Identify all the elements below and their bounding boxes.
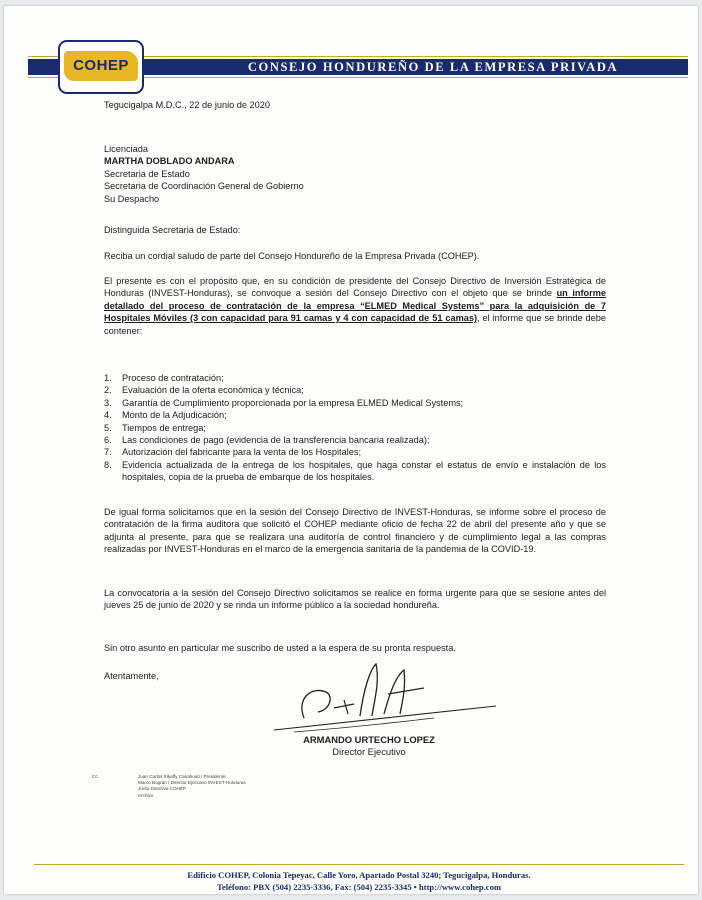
paragraph-1: Reciba un cordial saludo de parte del Consejo Hondureño de la Empresa Privada (COHEP). xyxy=(104,251,480,261)
logo-text: COHEP xyxy=(73,57,129,74)
list-item xyxy=(104,459,606,484)
item-text: Evidencia actualizada de la entrega de los hospitales, que haga constar el estatus de envío e instalación de los hospitales, copia de la prueba de embarque de los hospitales. xyxy=(122,459,606,483)
cc-line: Junta Directiva COHEP xyxy=(138,786,186,792)
item-number: 8. xyxy=(104,459,112,470)
item-text: Monto de la Adjudicación; xyxy=(122,410,227,421)
list-item xyxy=(104,384,606,396)
item-text: Garantía de Cumplimiento proporcionada por la empresa ELMED Medical Systems; xyxy=(122,397,464,408)
list-item xyxy=(104,446,606,458)
recipient-line-3: Su Despacho xyxy=(104,193,160,204)
cc-line: Archivo xyxy=(138,792,154,798)
item-text: Tiempos de entrega; xyxy=(122,422,206,433)
item-number: 6. xyxy=(104,435,112,446)
item-text: Las condiciones de pago (evidencia de la transferencia bancaria realizada); xyxy=(122,435,430,446)
item-number: 5. xyxy=(104,422,112,433)
date-line: Tegucigalpa M.D.C., 22 de junio de 2020 xyxy=(104,100,270,110)
paragraph-2-intro: El presente es con el propósito que, en su condición de presidente del Consejo Directivo de Inversión Estratégica de Honduras (INVEST-Honduras), se convoque a sesión del Consejo Directivo con el objeto que se brinde xyxy=(104,276,606,299)
item-number: 2. xyxy=(104,385,112,396)
footer-rule xyxy=(34,864,684,865)
paragraph-4-block xyxy=(104,587,606,612)
signer-role: Director Ejecutivo xyxy=(332,746,406,757)
closing: Atentamente, xyxy=(104,671,159,681)
item-number: 1. xyxy=(104,373,112,383)
cc-line: Juan Carlos Sikaffy Canahuati / Presidente xyxy=(138,774,226,779)
paragraph-5: Sin otro asunto en particular me suscribo de usted a la espera de su pronta respuesta. xyxy=(104,643,456,653)
item-number: 4. xyxy=(104,410,112,421)
letter-page xyxy=(4,6,698,894)
salutation: Distinguida Secretaria de Estado: xyxy=(104,225,241,235)
paragraph-5-block xyxy=(104,642,606,654)
paragraph-2-emphasis: un informe detallado del proceso de contratación de la empresa “ELMED Medical Systems” para la adquisición de 7 Hospitales Móviles (3 con capacidad para 91 camas y 4 con capacidad de 51 camas) xyxy=(104,288,607,324)
paragraph-3: De igual forma solicitamos que en la sesión del Consejo Directivo de INVEST-Honduras, se informe sobre el proceso de contratación de la firma auditora que solicitó el COHEP mediante oficio de fecha 22 de abril del presente año y que se adjunta al presente, para que se realizara una auditoría de control financiero y de cumplimiento legal a las compras realizadas por INVEST-Honduras en el marco de la emergencia sanitaria de la pandemia de la COVID-19. xyxy=(104,507,606,555)
cohep-logo xyxy=(58,40,144,94)
item-text: Proceso de contratación; xyxy=(122,373,224,383)
signature-scribble xyxy=(234,658,504,743)
list-item xyxy=(104,372,606,384)
recipient-block xyxy=(104,143,606,205)
paragraph-2-end: , el informe que se brinde debe contener: xyxy=(104,313,606,336)
recipient-name: MARTHA DOBLADO ANDARA xyxy=(104,156,235,167)
letter-date xyxy=(104,99,606,111)
recipient-title: Licenciada xyxy=(104,144,148,154)
request-list xyxy=(104,372,606,484)
paragraph-3-block xyxy=(104,506,606,556)
item-number: 3. xyxy=(104,397,112,408)
org-name: CONSEJO HONDUREÑO DE LA EMPRESA PRIVADA xyxy=(247,60,619,74)
item-text: Evaluación de la oferta económica y técnica; xyxy=(122,385,304,396)
footer-contact: Teléfono: PBX (504) 2235-3336, Fax: (504) 2235-3345 • http://www.cohep.com xyxy=(216,882,502,892)
list-item xyxy=(104,434,606,446)
list-item xyxy=(104,397,606,409)
cc-lines xyxy=(138,774,246,799)
salutation-block xyxy=(104,224,606,236)
list-item xyxy=(104,422,606,434)
signer-name: ARMANDO URTECHO LOPEZ xyxy=(303,734,435,745)
item-text: Autorización del fabricante para la venta de los Hospitales; xyxy=(122,447,362,458)
cc-line: Marco Bográn / Director Ejecutivo INVEST-Honduras xyxy=(138,780,246,786)
paragraph-4: La convocatoria a la sesión del Consejo Directivo solicitamos se realice en forma urgente para que se sesione antes del jueves 25 de junio de 2020 y se rinda un informe público a la sociedad hondureña. xyxy=(104,588,606,611)
list-item xyxy=(104,409,606,421)
paragraph-1-block xyxy=(104,250,606,262)
recipient-line-1: Secretaria de Estado xyxy=(104,168,190,179)
item-number: 7. xyxy=(104,447,112,458)
cc-label: Cc. xyxy=(92,774,99,779)
recipient-line-2: Secretaria de Coordinación General de Gobierno xyxy=(104,181,304,192)
paragraph-2 xyxy=(104,275,606,337)
footer-address: Edificio COHEP, Colonia Tepeyac, Calle Yoro, Apartado Postal 3240; Tegucigalpa, Honduras. xyxy=(187,870,531,880)
